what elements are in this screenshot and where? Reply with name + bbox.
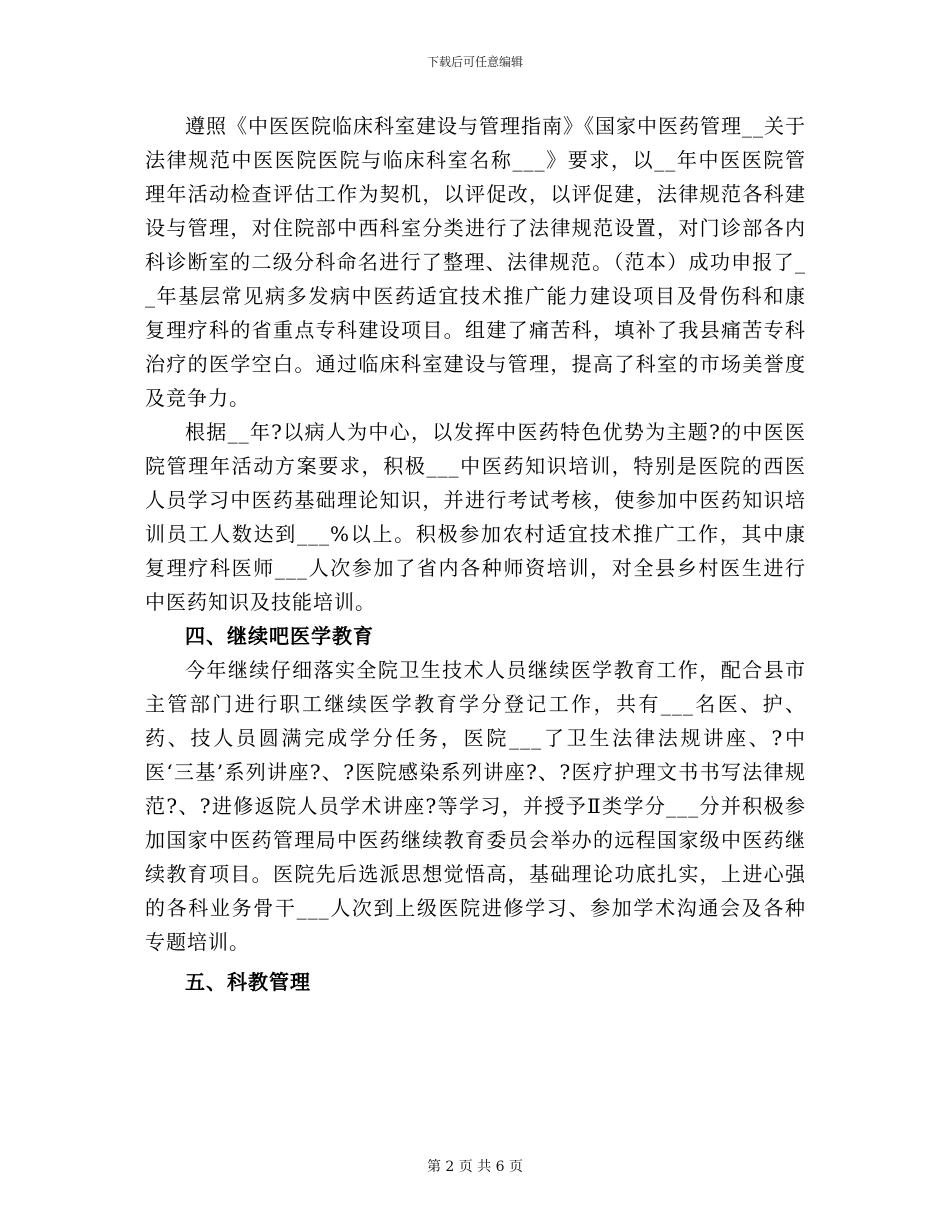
paragraph-department-construction: 遵照《中医医院临床科室建设与管理指南》《国家中医药管理__关于法律规范中医医院医院与临床科室名称___》要求，以__年中医医院管理年活动检查评估工作为契机，以评促改，以评促建，法律规范各科建设与管理，对住院部中西科室分类进行了法律规范设置，对门诊部各内科诊断室的二级分科命名进行了整理、法律规范。（范本）成功申报了__年基层常见病多发病中医药适宜技术推广能力建设项目及骨伤科和康复理疗科的省重点专科建设项目。组建了痛苦科，填补了我县痛苦专科治疗的医学空白。通过临床科室建设与管理，提高了科室的市场美誉度及竞争力。 — [145, 114, 806, 410]
page-header-note: 下载后可任意编辑 — [426, 55, 523, 69]
document-body — [145, 109, 806, 999]
section-heading-continuing-education: 四、继续吧医学教育 — [185, 624, 374, 648]
paragraph-continuing-education: 今年继续仔细落实全院卫生技术人员继续医学教育工作，配合县市主管部门进行职工继续医学教育学分登记工作，共有___名医、护、药、技人员圆满完成学分任务，医院___了卫生法律法规讲座、?中医‘三基’系列讲座?、?医院感染系列讲座?、?医疗护理文书书写法律规范?、?进修返院人员学术讲座?等学习，并授予Ⅱ类学分___分并积极参加国家中医药管理局中医药继续教育委员会举办的远程国家级中医药继续教育项目。医院先后选派思想觉悟高，基础理论功底扎实，上进心强的各科业务骨干___人次到上级医院进修学习、参加学术沟通会及各种专题培训。 — [145, 658, 806, 954]
page-number-footer: 第 2 页 共 6 页 — [426, 1159, 524, 1175]
paragraph-tcm-training: 根据__年?以病人为中心，以发挥中医药特色优势为主题?的中医医院管理年活动方案要求，积极___中医药知识培训，特别是医院的西医人员学习中医药基础理论知识，并进行考试考核，使参加中医药知识培训员工人数达到___%以上。积极参加农村适宜技术推广工作，其中康复理疗科医师___人次参加了省内各种师资培训，对全县乡村医生进行中医药知识及技能培训。 — [145, 420, 806, 614]
section-heading-research-management: 五、科教管理 — [185, 970, 311, 994]
